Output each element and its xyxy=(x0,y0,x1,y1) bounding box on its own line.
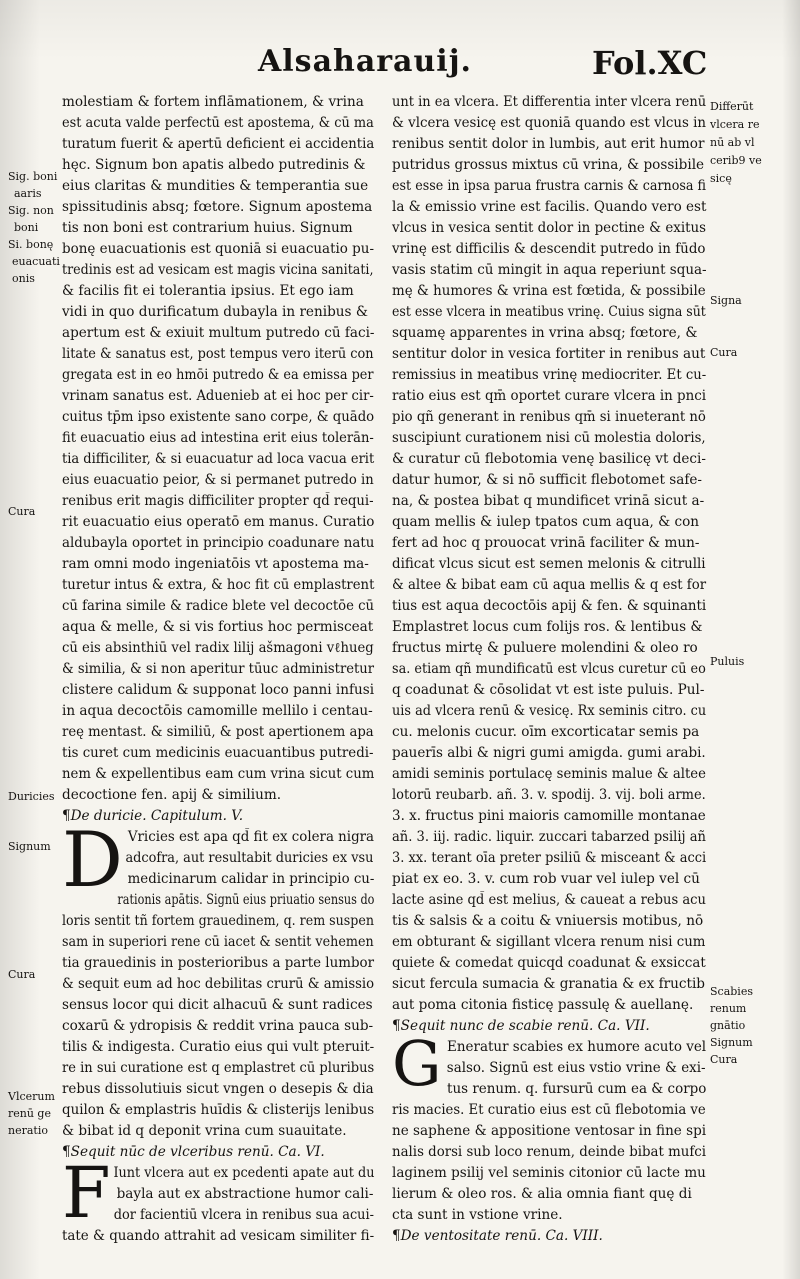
text-line: dor facientiū vlcera in renibus sua acui- xyxy=(113,1207,374,1223)
text-line: suscipiunt curationem nisi cū molestia doloris, xyxy=(392,430,706,446)
text-line: eius euacuatio peior, & si permanet putredo in xyxy=(62,472,374,488)
left-text-column xyxy=(62,92,374,1247)
margin-note-cura-2: Cura xyxy=(710,1053,738,1066)
margin-note-scabies: Scabies xyxy=(710,985,753,998)
margin-note-sig-boni: Sig. boni xyxy=(8,170,58,183)
text-line: ne saphene & appositione ventosar in fine spi xyxy=(392,1123,707,1139)
text-line: cuitus tp̄m ipso existente sano corpe, & quādo xyxy=(62,409,375,425)
chapter-heading-scabie: ¶ Sequit nunc de scabie renū. Ca. VII. xyxy=(392,1016,706,1037)
chapter-heading-ventositate: ¶ De ventositate renū. Ca. VIII. xyxy=(392,1226,706,1247)
margin-note-signa: Signa xyxy=(710,294,742,307)
text-line: Emplastret locus cum folijs ros. & lentibus & xyxy=(392,619,703,635)
text-line: adcofra, aut resultabit duricies ex vsu xyxy=(125,850,374,866)
margin-note-renu-ge: renū ge xyxy=(8,1107,51,1120)
margin-note-nu-ab-vl: nū ab vl xyxy=(710,136,755,149)
text-line: tis curet cum medicinis euacuantibus putredi- xyxy=(62,745,374,761)
text-line: la & emissio vrine est facilis. Quando vero est xyxy=(392,199,707,215)
margin-note-gnatio: gnātio xyxy=(710,1019,746,1032)
text-line: añ. 3. iij. radic. liquir. zuccari tabarzed psilij añ xyxy=(392,829,706,845)
text-line: piat ex eo. 3. v. cum rob vuar vel iulep vel cū xyxy=(392,871,700,887)
folio-number: Fol.XC xyxy=(592,44,708,82)
text-line: turatum fuerit & apertū deficient ei accidentia xyxy=(62,136,375,152)
text-line: est esse in ipsa parua frustra carnis & carnosa fi xyxy=(392,178,707,194)
margin-note-cura: Cura xyxy=(710,346,738,359)
text-line: uis ad vlcera renū & vesicę. Rx seminis citro. cu xyxy=(392,703,707,719)
text-line: spissitudinis absq; fœtore. Signum apostema xyxy=(62,199,373,215)
margin-note-differunt: Differūt xyxy=(710,100,754,113)
text-line: quam mellis & iulep tpatos cum aqua, & con xyxy=(392,514,700,530)
margin-note-si-bone: Si. bonę xyxy=(8,238,54,251)
text-line: vlcus in vesica sentit dolor in pectine & exitus xyxy=(392,220,707,236)
margin-note-sice: sicę xyxy=(710,172,732,185)
text-line: cū farina simile & radice blete vel decoctōe cū xyxy=(62,598,375,614)
text-line: rit euacuatio eius operatō em manus. Curatio xyxy=(62,514,375,530)
text-line: putridus grossus mixtus cū vrina, & possibile xyxy=(392,157,705,173)
drop-cap-f: F xyxy=(62,1152,111,1234)
text-line: loris sentit tñ fortem grauedinem, q. rem suspen xyxy=(62,913,374,929)
text-line: vidi in quo durificatum dubayla in renibus & xyxy=(62,304,368,320)
left-block-1 xyxy=(62,92,374,806)
right-block-1 xyxy=(392,92,706,1016)
margin-note-aaris: aaris xyxy=(14,187,42,200)
text-line: & sequit eum ad hoc debilitas crurū & amissio xyxy=(62,976,375,992)
text-line: tia grauedinis in posterioribus a parte lumbor xyxy=(62,955,375,971)
text-line: renibus erit magis difficiliter propter qd̄ requi- xyxy=(62,493,374,509)
text-line: reę mentast. & similiū, & post apertionem apa xyxy=(62,724,374,740)
text-line: & curatur cū flebotomia venę basilicę vt deci- xyxy=(392,451,706,467)
margin-note-vlcerum: Vlcerum xyxy=(8,1090,55,1103)
text-line: tis & salsis & a coitu & vniuersis motibus, nō xyxy=(392,913,704,929)
margin-note-cerib-ve: cerib9 ve xyxy=(710,154,762,167)
text-line: molestiam & fortem inflāmationem, & vrina xyxy=(62,94,364,110)
margin-note-euacuati: euacuati xyxy=(12,255,60,268)
text-line: tredinis est ad vesicam est magis vicina sanitati, xyxy=(62,262,374,278)
text-line: est acuta valde perfectū est apostema, & cū ma xyxy=(62,115,374,131)
text-line: fit euacuatio eius ad intestina erit eius tolerān- xyxy=(62,430,374,446)
text-line: vasis statim cū mingit in aqua reperiunt squa- xyxy=(392,262,707,278)
text-line: & altee & bibat eam cū aqua mellis & q est for xyxy=(392,577,707,593)
text-line: aut poma citonia fisticę passulę & auellanę. xyxy=(392,997,694,1013)
text-line: unt in ea vlcera. Et differentia inter vlcera renū xyxy=(392,94,707,110)
text-line: squamę apparentes in vrina absq; fœtore, & xyxy=(392,325,698,341)
running-title: Alsaharauij. xyxy=(258,44,473,79)
text-line: vrinę est difficilis & descendit putredo in fūdo xyxy=(392,241,706,257)
margin-note-puluis: Puluis xyxy=(710,655,745,668)
text-line: vrinam sanatus est. Aduenieb at ei hoc per cir- xyxy=(62,388,374,404)
text-line: coxarū & ydropisis & reddit vrina pauca sub- xyxy=(62,1018,374,1034)
text-line: laginem psilij vel seminis citonior cū lacte mu xyxy=(392,1165,706,1181)
text-line: 3. x. fructus pini maioris camomille montanae xyxy=(392,808,706,824)
text-line: salso. Signū est eius vstio vrine & exi- xyxy=(446,1060,706,1076)
text-line: rationis apātis. Signū eius priuatio sensus do xyxy=(117,892,375,908)
text-line: sa. etiam qñ mundificatū est vlcus curetur cū eo xyxy=(392,661,706,677)
text-line: dificat vlcus sicut est semen melonis & citrulli xyxy=(392,556,706,572)
text-line: lacte asine qd̄ est melius, & caueat a rebus acu xyxy=(392,892,706,908)
text-line: aldubayla oportet in principio coadunare natu xyxy=(62,535,375,551)
text-line: q coadunat & cōsolidat vt est iste puluis. Pul- xyxy=(392,682,705,698)
margin-note-cura-1: Cura xyxy=(8,505,36,518)
text-line: quiete & comedat quicqd coadunat & exsiccat xyxy=(392,955,706,971)
text-line: renibus sentit dolor in lumbis, aut erit humor xyxy=(392,136,705,152)
drop-cap-d: D xyxy=(62,815,123,904)
text-line: 3. xx. terant oīa preter psiliū & misceant & acci xyxy=(392,850,707,866)
text-line: sicut fercula sumacia & granatia & ex fructib xyxy=(392,976,705,992)
text-line: pio qñ generant in renibus qm̄ si inueterant nō xyxy=(392,409,706,425)
text-line: est esse vlcera in meatibus vrinę. Cuius signa sūt xyxy=(392,304,706,320)
text-line: lotorū reubarb. añ. 3. v. spodij. 3. vij. boli arme. xyxy=(392,787,706,803)
margin-note-vlcera-re: vlcera re xyxy=(710,118,760,131)
margin-note-renum: renum xyxy=(710,1002,747,1015)
margin-note-signum: Signum xyxy=(710,1036,753,1049)
text-line: tis non boni est contrarium huius. Signum xyxy=(62,220,353,236)
margin-note-boni: boni xyxy=(14,221,39,234)
text-line: Eneratur scabies ex humore acuto vel xyxy=(447,1039,707,1055)
chapter-heading-duricie: ¶ De duricie. Capitulum. V. xyxy=(62,806,374,827)
text-line: gregata est in eo hmōi putredo & ea emissa per xyxy=(62,367,374,383)
text-line: na, & postea bibat q mundificet vrinā sicut a- xyxy=(392,493,705,509)
text-line: re in sui curatione est q emplastret cū pluribus xyxy=(62,1060,375,1076)
text-line: ris macies. Et curatio eius est cū flebotomia ve xyxy=(392,1102,706,1118)
text-line: bayla aut ex abstractione humor cali- xyxy=(116,1186,374,1202)
text-line: hęc. Signum bon apatis albedo putredinis & xyxy=(62,157,366,173)
margin-note-onis: onis xyxy=(12,272,35,285)
text-line: turetur intus & extra, & hoc fit cū emplastrent xyxy=(62,577,375,593)
margin-note-signum: Signum xyxy=(8,840,51,853)
text-line: amidi seminis portulacę seminis malue & altee xyxy=(392,766,706,782)
text-line: decoctione fen. apij & similium. xyxy=(62,787,282,803)
text-line: Vricies est apa qd̄ fit ex colera nigra xyxy=(127,829,375,845)
text-line: sam in superiori rene cū iacet & sentit vehemen xyxy=(62,934,374,950)
text-line: rebus dissolutiuis sicut vngen o desepis & dia xyxy=(62,1081,374,1097)
text-line: ratio eius est qm̄ oportet curare vlcera in pnci xyxy=(392,388,707,404)
text-line: Iunt vlcera aut ex pcedenti apate aut du xyxy=(113,1165,375,1181)
margin-note-sig-non: Sig. non xyxy=(8,204,54,217)
text-line: clistere calidum & supponat loco panni infusi xyxy=(62,682,375,698)
text-line: tia difficiliter, & si euacuatur ad loca vacua erit xyxy=(62,451,375,467)
text-line: quilon & emplastris huīdis & clisterijs lenibus xyxy=(62,1102,375,1118)
text-line: & similia, & si non aperitur tūuc administretur xyxy=(62,661,375,677)
text-line: tilis & indigesta. Curatio eius qui vult pteruit- xyxy=(62,1039,375,1055)
text-line: sensus locor qui dicit alhacuū & sunt radices xyxy=(62,997,373,1013)
text-line: cū eis absinthiū vel radix lilij ašmagoni vℓhueg xyxy=(62,640,374,656)
right-block-2 xyxy=(392,1027,707,1226)
page-edge-shadow xyxy=(782,0,800,1279)
text-line: sentitur dolor in vesica fortiter in renibus aut xyxy=(392,346,706,362)
text-line: cta sunt in vstione vrine. xyxy=(392,1207,563,1223)
text-line: fructus mirtę & puluere molendini & oleo ro xyxy=(392,640,698,656)
margin-note-duricies: Duricies xyxy=(8,790,55,803)
drop-cap-g: G xyxy=(392,1027,442,1100)
text-line: datur humor, & si nō sufficit flebotomet safe- xyxy=(392,472,702,488)
text-line: tus renum. q. fursurū cum ea & corpo xyxy=(447,1081,707,1097)
text-line: & facilis fit ei tolerantia ipsius. Et ego iam xyxy=(62,283,354,299)
chapter-heading-vlceribus: ¶ Sequit nūc de vlceribus renū. Ca. VI. xyxy=(62,1142,374,1163)
text-line: tate & quando attrahit ad vesicam similiter fi- xyxy=(62,1228,375,1244)
text-line: & vlcera vesicę est quoniā quando est vlcus in xyxy=(392,115,707,131)
text-line: pauerīs albi & nigri gumi amigda. gumi arabi. xyxy=(392,745,706,761)
text-line: cu. melonis cucur. oīm excorticatar semis pa xyxy=(392,724,700,740)
text-line: em obturant & sigillant vlcera renum nisi cum xyxy=(392,934,706,950)
text-line: & bibat id q deponit vrina cum suauitate. xyxy=(62,1123,347,1139)
text-line: nem & expellentibus eam cum vrina sicut cum xyxy=(62,766,375,782)
text-line: medicinarum calidar in principio cu- xyxy=(127,871,375,887)
text-line: in aqua decoctōis camomille mellilo i centau- xyxy=(62,703,373,719)
text-line: bonę euacuationis est quoniā si euacuatio pu- xyxy=(62,241,374,257)
text-line: lierum & oleo ros. & alia omnia fiant quę di xyxy=(392,1186,692,1202)
text-line: litate & sanatus est, post tempus vero iterū con xyxy=(62,346,374,362)
text-line: eius claritas & mundities & temperantia sue xyxy=(62,178,369,194)
text-line: nalis dorsi sub loco renum, deinde bibat mufci xyxy=(392,1144,706,1160)
text-line: ram omni modo ingeniatōis vt apostema ma- xyxy=(62,556,369,572)
text-line: apertum est & exiuit multum putredo cū faci- xyxy=(62,325,375,341)
text-line: remissius in meatibus vrinę mediocriter. Et cu- xyxy=(392,367,707,383)
text-line: tius est aqua decoctōis apij & fen. & squinanti xyxy=(392,598,707,614)
margin-note-cura-2: Cura xyxy=(8,968,36,981)
right-text-column xyxy=(392,92,706,1247)
margin-note-neratio: neratio xyxy=(8,1124,48,1137)
text-line: fert ad hoc q prouocat vrinā faciliter & mun- xyxy=(392,535,700,551)
text-line: aqua & melle, & si vis fortius hoc permisceat xyxy=(62,619,374,635)
text-line: mę & humores & vrina est fœtida, & possibile xyxy=(392,283,706,299)
